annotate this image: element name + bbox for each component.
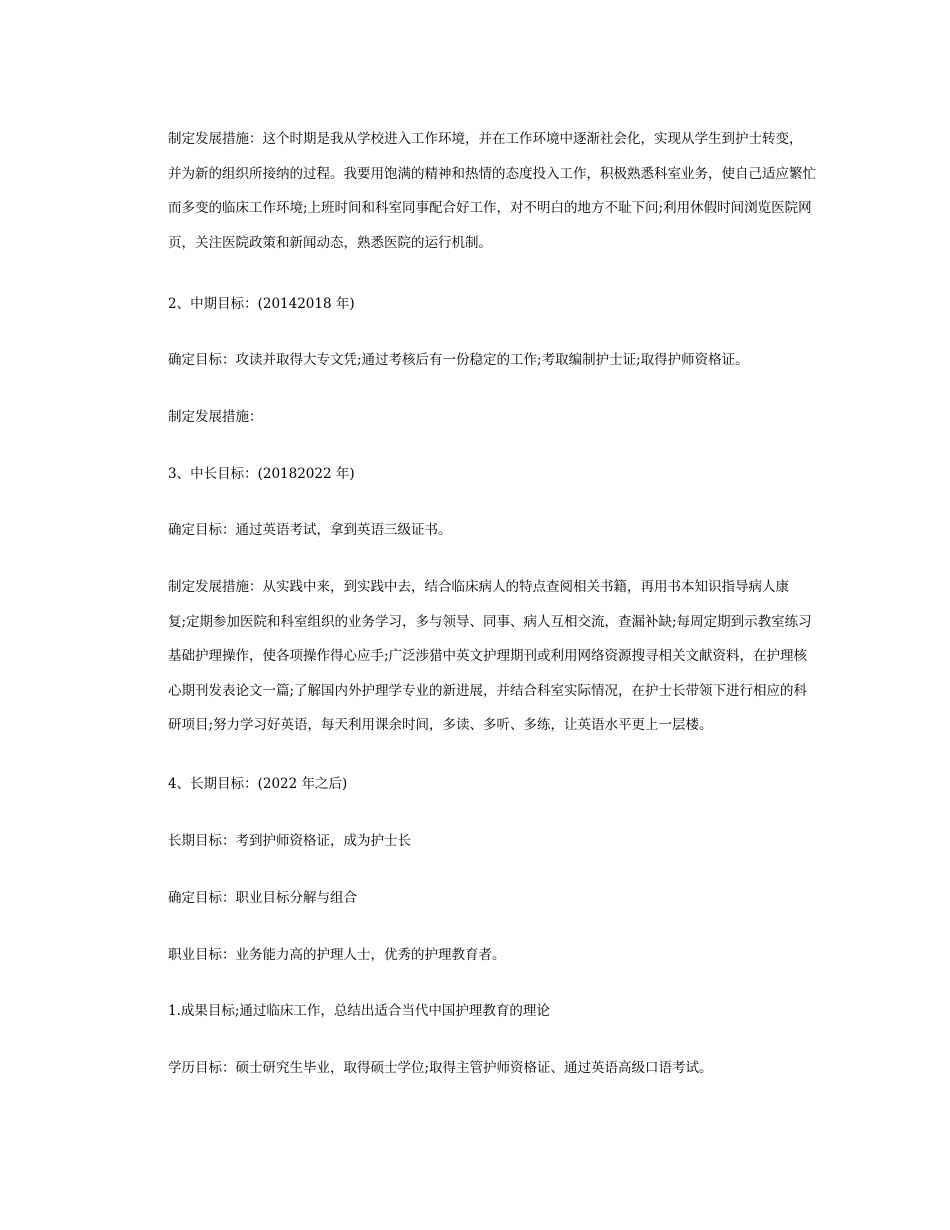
- paragraph-mid-term-target: 确定目标：攻读并取得大专文凭;通过考核后有一份稳定的工作;考取编制护士证;取得护师资格证。: [168, 352, 749, 368]
- text-line: 心期刊发表论文一篇;了解国内外护理学专业的新进展，并结合科室实际情况，在护士长带领下进行相应的科: [168, 682, 808, 699]
- text-line: 并为新的组织所接纳的过程。我要用饱满的精神和热情的态度投入工作，积极熟悉科室业务，使自己适应繁忙: [168, 165, 816, 182]
- paragraph-education-goal: 学历目标：硕士研究生毕业，取得硕士学位;取得主管护师资格证、通过英语高级口语考试。: [168, 1060, 713, 1076]
- paragraph-achievement-goal: 1.成果目标;通过临床工作，总结出适合当代中国护理教育的理论: [168, 1003, 550, 1019]
- paragraph-development-measures-3: [141, 570, 831, 743]
- text-line: 复;定期参加医院和科室组织的业务学习，多与领导、同事、病人互相交流，查漏补缺;每周定期到示教室练习: [168, 613, 812, 630]
- paragraph-development-measures-2: 制定发展措施：: [168, 409, 263, 425]
- text-line: 制定发展措施：这个时期是我从学校进入工作环境，并在工作环境中逐渐社会化，实现从学生到护士转变，: [168, 131, 803, 147]
- paragraph-mid-long-target: 确定目标：通过英语考试，拿到英语三级证书。: [168, 522, 452, 538]
- text-line: 研项目;努力学习好英语，每天利用课余时间，多读、多听、多练，让英语水平更上一层楼。: [168, 717, 713, 733]
- paragraph-target-breakdown: 确定目标：职业目标分解与组合: [168, 890, 357, 906]
- paragraph-career-goal: 职业目标：业务能力高的护理人士，优秀的护理教育者。: [168, 947, 506, 963]
- text-line: 制定发展措施：从实践中来，到实践中去，结合临床病人的特点查阅相关书籍，再用书本知识指导病人康: [168, 579, 789, 595]
- paragraph-long-term-target: 长期目标：考到护师资格证，成为护士长: [168, 833, 411, 849]
- text-line: 基础护理操作，使各项操作得心应手;广泛涉猎中英文护理期刊或利用网络资源搜寻相关文献资料，在护理核: [168, 648, 808, 664]
- text-line: 页，关注医院政策和新闻动态，熟悉医院的运行机制。: [168, 234, 492, 251]
- paragraph-development-measures-1: [141, 122, 831, 260]
- heading-long-term-goal: 4、长期目标：(2022 年之后): [168, 776, 348, 792]
- text-line: 而多变的临床工作环境;上班时间和科室同事配合好工作，对不明白的地方不耻下问;利用休假时间浏览医院网: [168, 200, 812, 216]
- heading-mid-long-term-goal: 3、中长目标：(20182022 年): [168, 466, 355, 482]
- heading-mid-term-goal: 2、中期目标：(20142018 年): [168, 296, 355, 312]
